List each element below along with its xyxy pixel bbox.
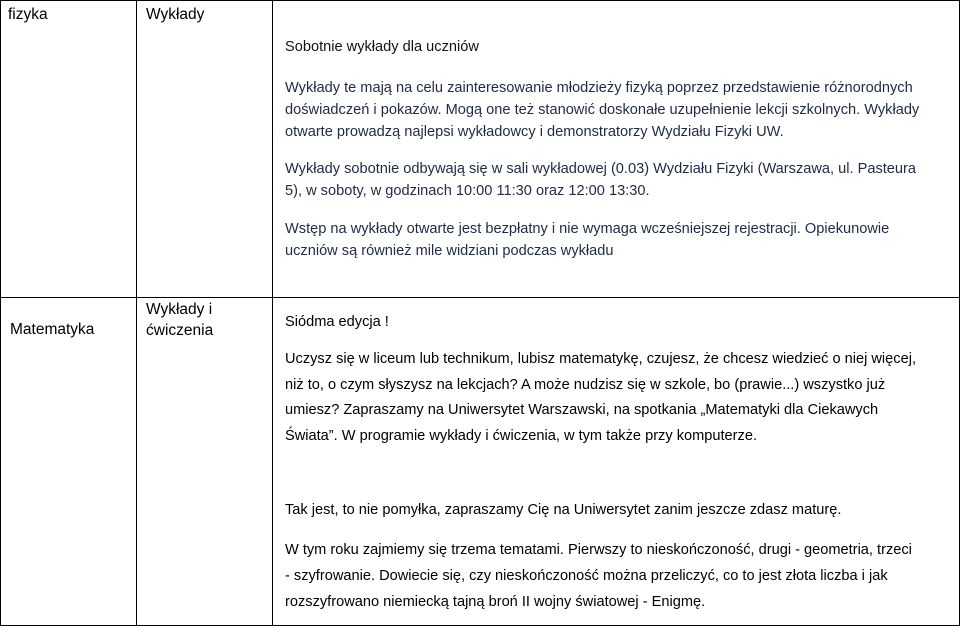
- paragraph-line: Wykłady te mają na celu zainteresowanie młodzieży fizyką poprzez przedstawienie różnorodnych: [285, 80, 913, 96]
- column-divider-2: [272, 0, 273, 626]
- paragraph-line: uczniów są również mile widziani podczas wykładu: [285, 243, 614, 259]
- section-heading: Sobotnie wykłady dla uczniów: [285, 39, 479, 55]
- paragraph-line: Wykłady sobotnie odbywają się w sali wykładowej (0.03) Wydziału Fizyki (Warszawa, ul. Pasteura: [285, 161, 917, 177]
- subject-cell: fizyka: [8, 6, 48, 23]
- paragraph-line: W tym roku zajmiemy się trzema tematami. Pierwszy to nieskończoność, drugi - geometria, trzeci: [285, 542, 912, 558]
- paragraph-line: niż to, o czym słyszysz na lekcjach? A może nudzisz się w szkole, bo (prawie...) wszystko już: [285, 377, 886, 393]
- table-left-border: [0, 0, 1, 626]
- type-cell-line: Wykłady i: [146, 301, 213, 318]
- table-top-border: [0, 0, 960, 1]
- edition-label: Siódma edycja !: [285, 314, 389, 330]
- column-divider-1: [136, 0, 137, 626]
- paragraph-line: Tak jest, to nie pomyłka, zapraszamy Cię na Uniwersytet zanim jeszcze zdasz maturę.: [285, 502, 842, 518]
- row-divider: [0, 297, 960, 298]
- paragraph-line: otwarte prowadzą najlepsi wykładowcy i demonstratorzy Wydziału Fizyki UW.: [285, 124, 784, 140]
- paragraph-line: Uczysz się w liceum lub technikum, lubisz matematykę, czujesz, że chcesz wiedzieć o niej więcej,: [285, 351, 917, 367]
- paragraph-line: umiesz? Zapraszamy na Uniwersytet Warszawski, na spotkania „Matematyki dla Ciekawych: [285, 402, 879, 418]
- paragraph-line: doświadczeń i pokazów. Mogą one też stanowić doskonałe uzupełnienie lekcji szkolnych. Wykłady: [285, 102, 920, 118]
- paragraph-line: - szyfrowanie. Dowiecie się, czy nieskończoność można przeliczyć, co to jest złota liczba i jak: [285, 568, 888, 584]
- subject-cell: Matematyka: [10, 321, 95, 338]
- paragraph-line: rozszyfrowano niemiecką tajną broń II wojny światowej - Enigmę.: [285, 594, 706, 610]
- paragraph-line: 5), w soboty, w godzinach 10:00 11:30 oraz 12:00 13:30.: [285, 183, 650, 199]
- type-cell: Wykłady: [146, 6, 205, 23]
- paragraph-line: Świata”. W programie wykłady i ćwiczenia, w tym także przy komputerze.: [285, 428, 758, 444]
- type-cell-line: ćwiczenia: [146, 322, 214, 339]
- paragraph-line: Wstęp na wykłady otwarte jest bezpłatny i nie wymaga wcześniejszej rejestracji. Opiekunowie: [285, 221, 890, 237]
